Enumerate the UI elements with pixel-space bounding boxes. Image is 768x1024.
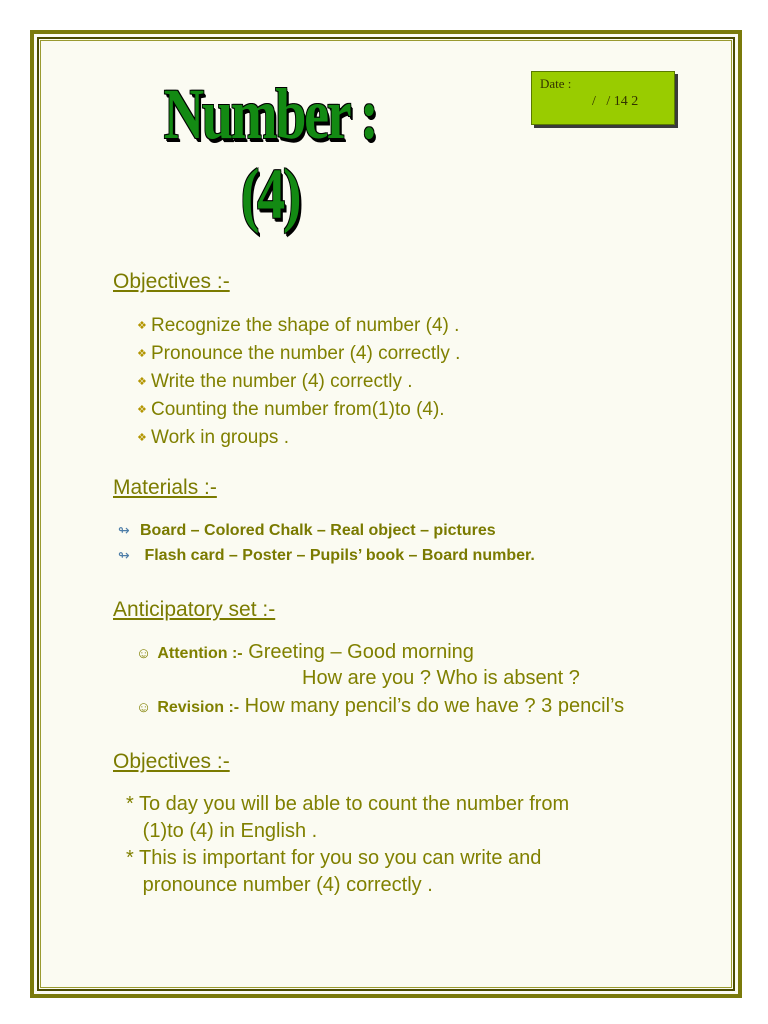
date-value: / / 14 2 (592, 94, 639, 109)
attention-text: Greeting – Good morning (242, 641, 474, 663)
list-item: ❖ Pronounce the number (4) correctly . (137, 340, 460, 368)
list-item: ↬ Flash card – Poster – Pupils’ book – Board number. (118, 543, 535, 568)
attention-label: Attention :- (157, 645, 243, 662)
title-line-1: Number : (163, 74, 377, 154)
revision-row (136, 695, 624, 718)
text-line: * This is important for you so you can write and (126, 847, 542, 869)
diamond-bullet-icon: ❖ (137, 348, 147, 360)
attention-row (136, 641, 474, 664)
diamond-bullet-icon: ❖ (137, 320, 147, 332)
smiley-icon: ☺ (136, 699, 152, 716)
revision-label: Revision :- (157, 699, 240, 716)
anticipatory-heading: Anticipatory set :- (113, 598, 276, 621)
list-item: ❖ Write the number (4) correctly . (137, 368, 460, 396)
text-line: pronounce number (4) correctly . (126, 874, 433, 896)
objectives-2-heading: Objectives :- (113, 750, 230, 773)
diamond-bullet-icon: ❖ (137, 376, 147, 388)
diamond-bullet-icon: ❖ (137, 432, 147, 444)
smiley-icon: ☺ (136, 645, 152, 662)
revision-text: How many pencil’s do we have ? 3 pencil’s (239, 695, 625, 717)
page-title (153, 74, 387, 234)
diamond-bullet-icon: ❖ (137, 404, 147, 416)
materials-list (118, 518, 535, 568)
title-line-2: (4) (240, 154, 300, 234)
objectives-heading: Objectives :- (113, 270, 230, 293)
list-item: ❖ Recognize the shape of number (4) . (137, 312, 460, 340)
text-line: * To day you will be able to count the number from (126, 793, 570, 815)
date-label: Date : (540, 76, 572, 91)
loop-arrow-icon: ↬ (118, 547, 130, 563)
objectives-2-text (126, 791, 569, 899)
list-item: ❖ Counting the number from(1)to (4). (137, 396, 460, 424)
text-line: (1)to (4) in English . (126, 820, 318, 842)
attention-text-2: How are you ? Who is absent ? (302, 667, 580, 689)
materials-heading: Materials :- (113, 476, 217, 499)
objectives-list (137, 312, 460, 452)
date-box (531, 71, 675, 125)
list-item: ↬ Board – Colored Chalk – Real object – pictures (118, 518, 535, 543)
loop-arrow-icon: ↬ (118, 522, 130, 538)
list-item: ❖ Work in groups . (137, 424, 460, 452)
